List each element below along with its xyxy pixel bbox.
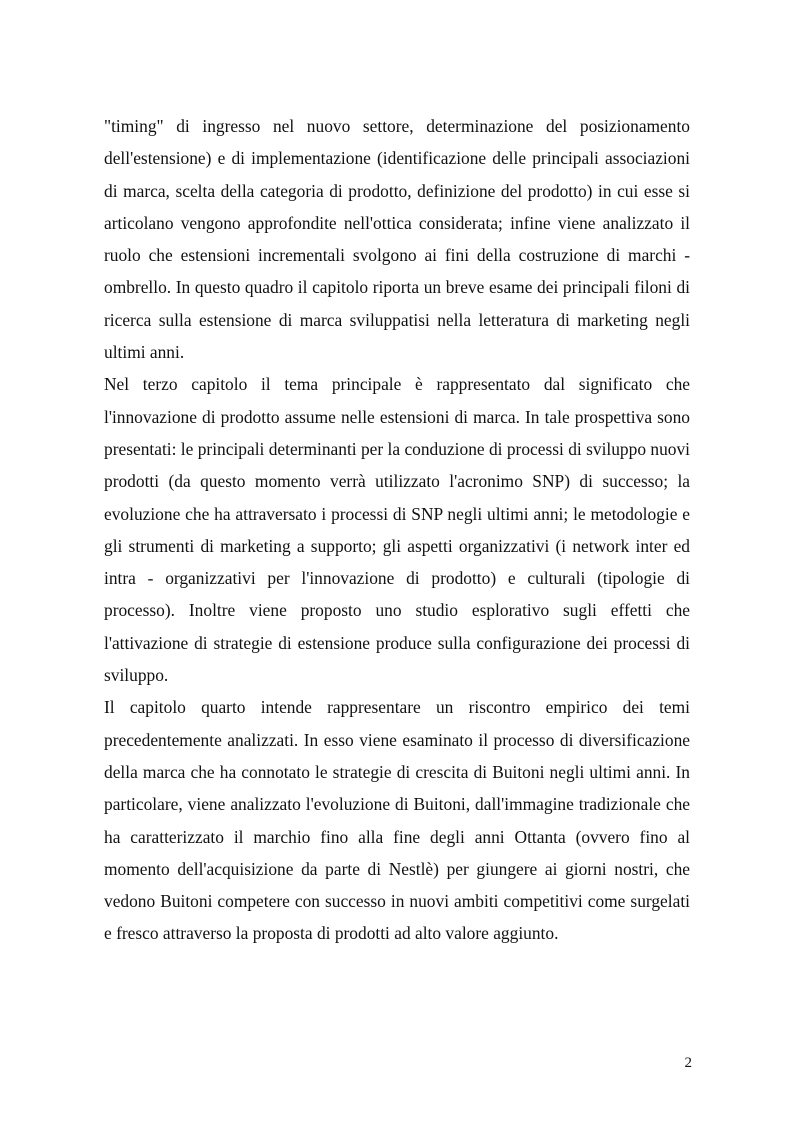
- paragraph-intro-continuation: "timing" di ingresso nel nuovo settore, determinazione del posizionamento dell'estensione) e di implementazione (identificazione delle principali associazioni di marca, scelta della categoria di prodotto, definizione del prodotto) in cui esse si articolano vengono approfondite nell'ottica considerata; infine viene analizzato il ruolo che estensioni incrementali svolgono ai fini della costruzione di marchi - ombrello. In questo quadro il capitolo riporta un breve esame dei principali filoni di ricerca sulla estensione di marca sviluppatisi nella letteratura di marketing negli ultimi anni.: [104, 116, 690, 363]
- body-text: [104, 110, 690, 950]
- paragraph-third-chapter: Nel terzo capitolo il tema principale è rappresentato dal significato che l'innovazione di prodotto assume nelle estensioni di marca. In tale prospettiva sono presentati: le principali determinanti per la conduzione di processi di sviluppo nuovi prodotti (da questo momento verrà utilizzato l'acronimo SNP) di successo; la evoluzione che ha attraversato i processi di SNP negli ultimi anni; le metodologie e gli strumenti di marketing a supporto; gli aspetti organizzativi (i network inter ed intra - organizzativi per l'innovazione di prodotto) e culturali (tipologie di processo). Inoltre viene proposto uno studio esplorativo sugli effetti che l'attivazione di strategie di estensione produce sulla configurazione dei processi di sviluppo.: [104, 374, 690, 686]
- paragraph-fourth-chapter: Il capitolo quarto intende rappresentare un riscontro empirico dei temi precedentemente analizzati. In esso viene esaminato il processo di diversificazione della marca che ha connotato le strategie di crescita di Buitoni negli ultimi anni. In particolare, viene analizzato l'evoluzione di Buitoni, dall'immagine tradizionale che ha caratterizzato il marchio fino alla fine degli anni Ottanta (ovvero fino al momento dell'acquisizione da parte di Nestlè) per giungere ai giorni nostri, che vedono Buitoni competere con successo in nuovi ambiti competitivi come surgelati e fresco attraverso la proposta di prodotti ad alto valore aggiunto.: [104, 697, 690, 944]
- page-number: 2: [684, 1055, 692, 1071]
